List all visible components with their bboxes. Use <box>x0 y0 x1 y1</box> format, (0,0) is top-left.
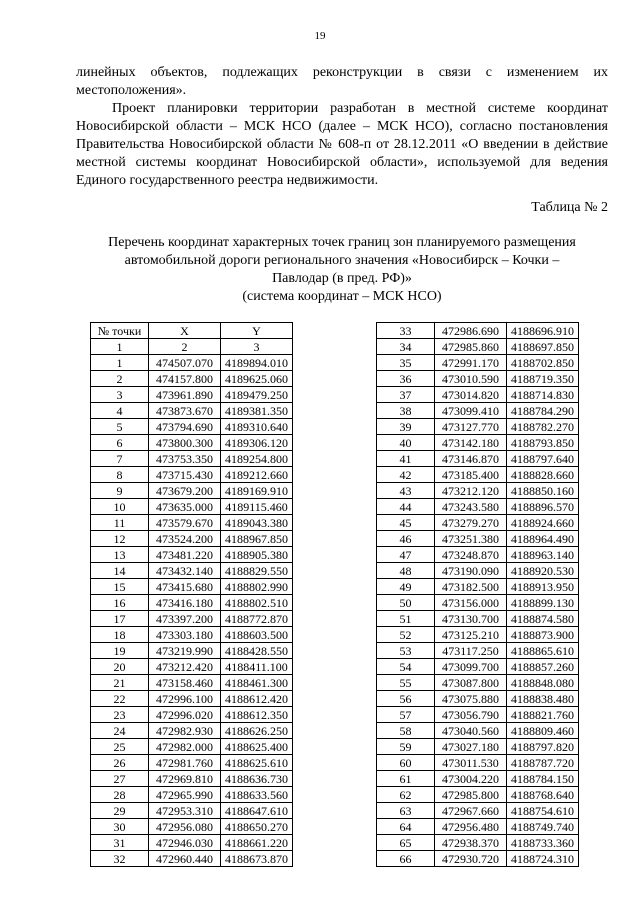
x-coordinate-cell: 473125.210 <box>435 627 507 643</box>
y-coordinate-cell: 4188625.400 <box>221 739 293 755</box>
x-coordinate-cell: 473432.140 <box>149 563 221 579</box>
y-coordinate-cell: 4188905.380 <box>221 547 293 563</box>
x-coordinate-cell: 472956.480 <box>435 819 507 835</box>
table-row <box>377 371 579 387</box>
table-row <box>91 691 293 707</box>
table-row <box>377 835 579 851</box>
point-number-cell: 13 <box>91 547 149 563</box>
point-number-cell: 49 <box>377 579 435 595</box>
y-coordinate-cell: 4188896.570 <box>507 499 579 515</box>
table-row <box>377 451 579 467</box>
table-row <box>377 739 579 755</box>
x-coordinate-cell: 473099.700 <box>435 659 507 675</box>
table-caption <box>76 234 608 306</box>
table-row <box>377 515 579 531</box>
x-coordinate-cell: 472953.310 <box>149 803 221 819</box>
x-coordinate-cell: 473212.420 <box>149 659 221 675</box>
table-row <box>377 467 579 483</box>
x-coordinate-cell: 473182.500 <box>435 579 507 595</box>
x-coordinate-cell: 472946.030 <box>149 835 221 851</box>
table-row <box>377 339 579 355</box>
x-coordinate-cell: 472965.990 <box>149 787 221 803</box>
table-row <box>377 499 579 515</box>
y-coordinate-cell: 4188647.610 <box>221 803 293 819</box>
x-coordinate-cell: 473251.380 <box>435 531 507 547</box>
point-number-cell: 21 <box>91 675 149 691</box>
point-number-cell: 5 <box>91 419 149 435</box>
y-coordinate-cell: 4188612.420 <box>221 691 293 707</box>
y-coordinate-cell: 4188650.270 <box>221 819 293 835</box>
table-row <box>377 723 579 739</box>
y-coordinate-cell: 4188603.500 <box>221 627 293 643</box>
table-row <box>91 531 293 547</box>
y-coordinate-cell: 4188754.610 <box>507 803 579 819</box>
y-coordinate-cell: 4188967.850 <box>221 531 293 547</box>
point-number-cell: 56 <box>377 691 435 707</box>
table-row <box>91 515 293 531</box>
column-number: 3 <box>221 339 293 355</box>
x-coordinate-cell: 472996.100 <box>149 691 221 707</box>
point-number-cell: 37 <box>377 387 435 403</box>
x-coordinate-cell: 473011.530 <box>435 755 507 771</box>
point-number-cell: 19 <box>91 643 149 659</box>
table-row <box>377 707 579 723</box>
y-coordinate-cell: 4188768.640 <box>507 787 579 803</box>
x-coordinate-cell: 473117.250 <box>435 643 507 659</box>
y-coordinate-cell: 4189479.250 <box>221 387 293 403</box>
point-number-cell: 55 <box>377 675 435 691</box>
x-coordinate-cell: 473212.120 <box>435 483 507 499</box>
x-coordinate-cell: 473027.180 <box>435 739 507 755</box>
point-number-cell: 30 <box>91 819 149 835</box>
y-coordinate-cell: 4188626.250 <box>221 723 293 739</box>
point-number-cell: 48 <box>377 563 435 579</box>
table-row <box>91 755 293 771</box>
x-coordinate-cell: 473635.000 <box>149 499 221 515</box>
page-number: 19 <box>314 30 326 42</box>
table-row <box>91 723 293 739</box>
point-number-cell: 51 <box>377 611 435 627</box>
point-number-cell: 53 <box>377 643 435 659</box>
x-coordinate-cell: 473679.200 <box>149 483 221 499</box>
x-coordinate-cell: 473142.180 <box>435 435 507 451</box>
caption-line: Перечень координат характерных точек границ зон планируемого размещения <box>108 235 576 250</box>
table-row <box>377 611 579 627</box>
y-coordinate-cell: 4188802.990 <box>221 579 293 595</box>
table-column-numbers-row <box>91 339 293 355</box>
x-coordinate-cell: 473014.820 <box>435 387 507 403</box>
y-coordinate-cell: 4189169.910 <box>221 483 293 499</box>
x-coordinate-cell: 473190.090 <box>435 563 507 579</box>
table-row <box>377 595 579 611</box>
x-coordinate-cell: 474507.070 <box>149 355 221 371</box>
x-coordinate-cell: 473800.300 <box>149 435 221 451</box>
point-number-cell: 29 <box>91 803 149 819</box>
point-number-cell: 36 <box>377 371 435 387</box>
y-coordinate-cell: 4188719.350 <box>507 371 579 387</box>
caption-line: Павлодар (в пред. РФ)» <box>272 271 412 286</box>
table-row <box>91 419 293 435</box>
y-coordinate-cell: 4188809.460 <box>507 723 579 739</box>
y-coordinate-cell: 4188797.820 <box>507 739 579 755</box>
y-coordinate-cell: 4189115.460 <box>221 499 293 515</box>
x-coordinate-cell: 472956.080 <box>149 819 221 835</box>
table-row <box>377 323 579 339</box>
table-row <box>377 483 579 499</box>
y-coordinate-cell: 4188829.550 <box>221 563 293 579</box>
x-coordinate-cell: 473185.400 <box>435 467 507 483</box>
y-coordinate-cell: 4188697.850 <box>507 339 579 355</box>
table-row <box>91 851 293 867</box>
y-coordinate-cell: 4188920.530 <box>507 563 579 579</box>
y-coordinate-cell: 4188913.950 <box>507 579 579 595</box>
y-coordinate-cell: 4188964.490 <box>507 531 579 547</box>
x-coordinate-cell: 473243.580 <box>435 499 507 515</box>
point-number-cell: 2 <box>91 371 149 387</box>
point-number-cell: 46 <box>377 531 435 547</box>
y-coordinate-cell: 4188673.870 <box>221 851 293 867</box>
table-row <box>91 451 293 467</box>
y-coordinate-cell: 4188899.130 <box>507 595 579 611</box>
point-number-cell: 60 <box>377 755 435 771</box>
x-coordinate-cell: 473156.000 <box>435 595 507 611</box>
table-row <box>91 739 293 755</box>
table-row <box>377 579 579 595</box>
point-number-cell: 8 <box>91 467 149 483</box>
table-row <box>377 771 579 787</box>
paragraph-coordinate-system: Проект планировки территории разработан в местной системе координат Новосибирской области – МСК НСО (далее – МСК НСО), согласно постановления Правительства Новосибирской области № 608-п от 28.12.2011 «О введении в действие местной системы координат Новосибирской области», используемой для ведения Единого государственного реестра недвижимости. <box>76 101 608 188</box>
y-coordinate-cell: 4188702.850 <box>507 355 579 371</box>
table-row <box>91 435 293 451</box>
x-coordinate-cell: 473087.800 <box>435 675 507 691</box>
table-row <box>91 707 293 723</box>
x-coordinate-cell: 472930.720 <box>435 851 507 867</box>
y-coordinate-cell: 4188411.100 <box>221 659 293 675</box>
point-number-cell: 28 <box>91 787 149 803</box>
point-number-cell: 58 <box>377 723 435 739</box>
y-coordinate-cell: 4188865.610 <box>507 643 579 659</box>
y-coordinate-cell: 4188821.760 <box>507 707 579 723</box>
table-row <box>377 803 579 819</box>
y-coordinate-cell: 4188924.660 <box>507 515 579 531</box>
y-coordinate-cell: 4188848.080 <box>507 675 579 691</box>
point-number-cell: 40 <box>377 435 435 451</box>
y-coordinate-cell: 4188857.260 <box>507 659 579 675</box>
point-number-cell: 17 <box>91 611 149 627</box>
point-number-cell: 63 <box>377 803 435 819</box>
point-number-cell: 12 <box>91 531 149 547</box>
point-number-cell: 66 <box>377 851 435 867</box>
table-row <box>377 355 579 371</box>
x-coordinate-cell: 473279.270 <box>435 515 507 531</box>
y-coordinate-cell: 4188802.510 <box>221 595 293 611</box>
point-number-cell: 16 <box>91 595 149 611</box>
point-number-cell: 26 <box>91 755 149 771</box>
y-coordinate-cell: 4189212.660 <box>221 467 293 483</box>
table-row <box>377 819 579 835</box>
table-row <box>91 547 293 563</box>
x-coordinate-cell: 473040.560 <box>435 723 507 739</box>
point-number-cell: 25 <box>91 739 149 755</box>
y-coordinate-cell: 4188784.290 <box>507 403 579 419</box>
point-number-cell: 52 <box>377 627 435 643</box>
x-coordinate-cell: 473219.990 <box>149 643 221 659</box>
x-coordinate-cell: 473873.670 <box>149 403 221 419</box>
x-coordinate-cell: 472969.810 <box>149 771 221 787</box>
x-coordinate-cell: 473303.180 <box>149 627 221 643</box>
header-y: Y <box>221 323 293 339</box>
point-number-cell: 50 <box>377 595 435 611</box>
point-number-cell: 6 <box>91 435 149 451</box>
point-number-cell: 15 <box>91 579 149 595</box>
y-coordinate-cell: 4188428.550 <box>221 643 293 659</box>
table-row <box>377 675 579 691</box>
y-coordinate-cell: 4189894.010 <box>221 355 293 371</box>
x-coordinate-cell: 473524.200 <box>149 531 221 547</box>
point-number-cell: 31 <box>91 835 149 851</box>
table-row <box>377 419 579 435</box>
x-coordinate-cell: 472985.860 <box>435 339 507 355</box>
point-number-cell: 22 <box>91 691 149 707</box>
table-row <box>91 659 293 675</box>
point-number-cell: 65 <box>377 835 435 851</box>
x-coordinate-cell: 473961.890 <box>149 387 221 403</box>
y-coordinate-cell: 4188828.660 <box>507 467 579 483</box>
coordinates-table-left <box>90 322 293 867</box>
x-coordinate-cell: 473146.870 <box>435 451 507 467</box>
x-coordinate-cell: 473481.220 <box>149 547 221 563</box>
y-coordinate-cell: 4188636.730 <box>221 771 293 787</box>
point-number-cell: 57 <box>377 707 435 723</box>
table-row <box>91 595 293 611</box>
x-coordinate-cell: 472986.690 <box>435 323 507 339</box>
y-coordinate-cell: 4188696.910 <box>507 323 579 339</box>
y-coordinate-cell: 4188850.160 <box>507 483 579 499</box>
table-row <box>377 547 579 563</box>
point-number-cell: 39 <box>377 419 435 435</box>
table-row <box>91 387 293 403</box>
y-coordinate-cell: 4188782.270 <box>507 419 579 435</box>
table-row <box>377 403 579 419</box>
paragraph-intro: линейных объектов, подлежащих реконструкции в связи с изменением их местоположения». <box>76 65 608 98</box>
table-row <box>91 835 293 851</box>
x-coordinate-cell: 473715.430 <box>149 467 221 483</box>
table-row <box>377 659 579 675</box>
point-number-cell: 41 <box>377 451 435 467</box>
point-number-cell: 45 <box>377 515 435 531</box>
x-coordinate-cell: 472985.800 <box>435 787 507 803</box>
column-number: 2 <box>149 339 221 355</box>
table-row <box>91 771 293 787</box>
x-coordinate-cell: 473579.670 <box>149 515 221 531</box>
table-row <box>91 787 293 803</box>
y-coordinate-cell: 4188661.220 <box>221 835 293 851</box>
point-number-cell: 20 <box>91 659 149 675</box>
point-number-cell: 42 <box>377 467 435 483</box>
x-coordinate-cell: 474157.800 <box>149 371 221 387</box>
point-number-cell: 18 <box>91 627 149 643</box>
x-coordinate-cell: 472938.370 <box>435 835 507 851</box>
table-row <box>91 499 293 515</box>
y-coordinate-cell: 4188461.300 <box>221 675 293 691</box>
x-coordinate-cell: 472982.930 <box>149 723 221 739</box>
table-row <box>377 435 579 451</box>
table-row <box>377 755 579 771</box>
x-coordinate-cell: 473415.680 <box>149 579 221 595</box>
table-row <box>91 467 293 483</box>
x-coordinate-cell: 473753.350 <box>149 451 221 467</box>
x-coordinate-cell: 472960.440 <box>149 851 221 867</box>
y-coordinate-cell: 4188633.560 <box>221 787 293 803</box>
y-coordinate-cell: 4189043.380 <box>221 515 293 531</box>
point-number-cell: 61 <box>377 771 435 787</box>
y-coordinate-cell: 4188733.360 <box>507 835 579 851</box>
point-number-cell: 34 <box>377 339 435 355</box>
y-coordinate-cell: 4188749.740 <box>507 819 579 835</box>
table-row <box>377 627 579 643</box>
caption-line: (система координат – МСК НСО) <box>242 289 442 304</box>
table-row <box>91 371 293 387</box>
x-coordinate-cell: 473158.460 <box>149 675 221 691</box>
x-coordinate-cell: 473416.180 <box>149 595 221 611</box>
header-x: X <box>149 323 221 339</box>
y-coordinate-cell: 4188772.870 <box>221 611 293 627</box>
point-number-cell: 4 <box>91 403 149 419</box>
table-row <box>377 643 579 659</box>
x-coordinate-cell: 472982.000 <box>149 739 221 755</box>
y-coordinate-cell: 4188612.350 <box>221 707 293 723</box>
x-coordinate-cell: 473127.770 <box>435 419 507 435</box>
point-number-cell: 35 <box>377 355 435 371</box>
x-coordinate-cell: 473004.220 <box>435 771 507 787</box>
y-coordinate-cell: 4189381.350 <box>221 403 293 419</box>
x-coordinate-cell: 473075.880 <box>435 691 507 707</box>
header-point-number: № точки <box>91 323 149 339</box>
coordinates-table-right <box>376 322 579 867</box>
point-number-cell: 64 <box>377 819 435 835</box>
y-coordinate-cell: 4188797.640 <box>507 451 579 467</box>
table-row <box>91 579 293 595</box>
point-number-cell: 7 <box>91 451 149 467</box>
table-row <box>91 563 293 579</box>
table-row <box>91 643 293 659</box>
y-coordinate-cell: 4188793.850 <box>507 435 579 451</box>
y-coordinate-cell: 4188714.830 <box>507 387 579 403</box>
table-row <box>91 627 293 643</box>
table-row <box>91 611 293 627</box>
point-number-cell: 59 <box>377 739 435 755</box>
point-number-cell: 11 <box>91 515 149 531</box>
point-number-cell: 38 <box>377 403 435 419</box>
point-number-cell: 47 <box>377 547 435 563</box>
y-coordinate-cell: 4189254.800 <box>221 451 293 467</box>
point-number-cell: 54 <box>377 659 435 675</box>
y-coordinate-cell: 4188787.720 <box>507 755 579 771</box>
table-row <box>91 403 293 419</box>
x-coordinate-cell: 473010.590 <box>435 371 507 387</box>
table-row <box>377 387 579 403</box>
table-row <box>377 563 579 579</box>
y-coordinate-cell: 4189310.640 <box>221 419 293 435</box>
point-number-cell: 14 <box>91 563 149 579</box>
x-coordinate-cell: 473397.200 <box>149 611 221 627</box>
point-number-cell: 3 <box>91 387 149 403</box>
point-number-cell: 10 <box>91 499 149 515</box>
x-coordinate-cell: 473099.410 <box>435 403 507 419</box>
point-number-cell: 9 <box>91 483 149 499</box>
column-number: 1 <box>91 339 149 355</box>
y-coordinate-cell: 4189625.060 <box>221 371 293 387</box>
table-label: Таблица № 2 <box>531 200 608 215</box>
x-coordinate-cell: 472967.660 <box>435 803 507 819</box>
y-coordinate-cell: 4188838.480 <box>507 691 579 707</box>
table-row <box>91 355 293 371</box>
point-number-cell: 23 <box>91 707 149 723</box>
y-coordinate-cell: 4189306.120 <box>221 435 293 451</box>
point-number-cell: 33 <box>377 323 435 339</box>
table-row <box>377 531 579 547</box>
table-row <box>91 803 293 819</box>
point-number-cell: 32 <box>91 851 149 867</box>
x-coordinate-cell: 473130.700 <box>435 611 507 627</box>
point-number-cell: 24 <box>91 723 149 739</box>
y-coordinate-cell: 4188784.150 <box>507 771 579 787</box>
table-row <box>91 819 293 835</box>
point-number-cell: 1 <box>91 355 149 371</box>
y-coordinate-cell: 4188874.580 <box>507 611 579 627</box>
point-number-cell: 43 <box>377 483 435 499</box>
table-row <box>377 787 579 803</box>
x-coordinate-cell: 472996.020 <box>149 707 221 723</box>
x-coordinate-cell: 472981.760 <box>149 755 221 771</box>
y-coordinate-cell: 4188625.610 <box>221 755 293 771</box>
point-number-cell: 27 <box>91 771 149 787</box>
y-coordinate-cell: 4188724.310 <box>507 851 579 867</box>
table-row <box>91 483 293 499</box>
x-coordinate-cell: 472991.170 <box>435 355 507 371</box>
table-header-row <box>91 323 293 339</box>
table-row <box>91 675 293 691</box>
table-row <box>377 691 579 707</box>
table-row <box>377 851 579 867</box>
x-coordinate-cell: 473248.870 <box>435 547 507 563</box>
point-number-cell: 44 <box>377 499 435 515</box>
x-coordinate-cell: 473056.790 <box>435 707 507 723</box>
point-number-cell: 62 <box>377 787 435 803</box>
y-coordinate-cell: 4188873.900 <box>507 627 579 643</box>
x-coordinate-cell: 473794.690 <box>149 419 221 435</box>
y-coordinate-cell: 4188963.140 <box>507 547 579 563</box>
caption-line: автомобильной дороги регионального значения «Новосибирск – Кочки – <box>124 253 560 268</box>
